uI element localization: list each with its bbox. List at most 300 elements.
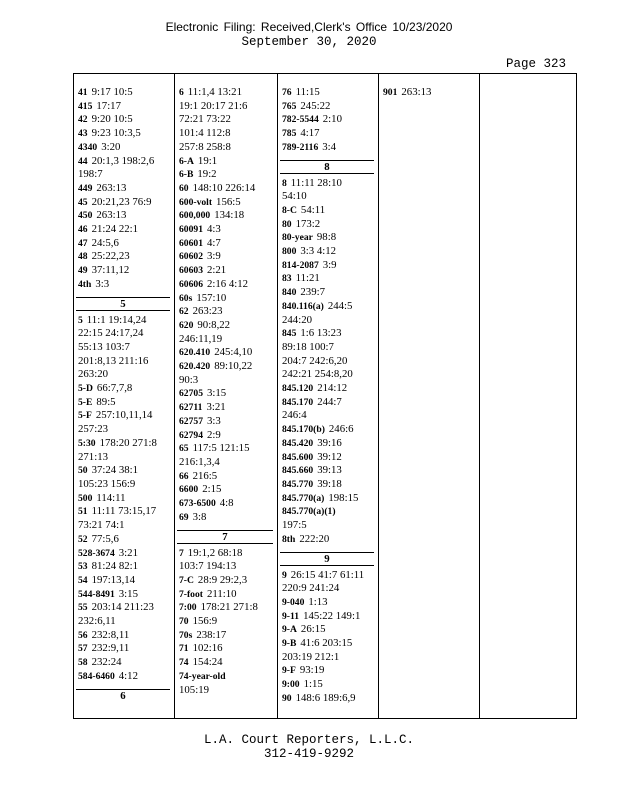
index-entry bbox=[179, 237, 277, 251]
section-header: 5 bbox=[76, 297, 170, 311]
index-term: 80 bbox=[282, 218, 292, 230]
section-header: 6 bbox=[76, 689, 170, 702]
hearing-date: September 30, 2020 bbox=[241, 35, 377, 49]
index-references: 242:21 254:8,20 bbox=[282, 368, 353, 381]
index-references: 9:17 10:5 bbox=[91, 86, 133, 98]
index-references: 203:14 211:23 bbox=[91, 601, 154, 614]
index-term: 845.770 bbox=[282, 478, 314, 490]
index-references: 89:10,22 bbox=[214, 360, 253, 373]
index-references: 3:20 bbox=[101, 140, 121, 153]
index-term: 584-6460 bbox=[78, 670, 115, 682]
index-term: 76 bbox=[282, 87, 292, 98]
index-entry bbox=[78, 86, 174, 100]
index-references: 245:4,10 bbox=[214, 346, 253, 359]
index-term: 6600 bbox=[179, 484, 199, 496]
index-term: 83 bbox=[282, 273, 292, 285]
index-references: 245:22 bbox=[300, 99, 331, 112]
index-term: 50 bbox=[78, 465, 88, 477]
index-entry bbox=[78, 250, 174, 264]
index-term: 69 bbox=[179, 511, 189, 523]
index-term: 7 bbox=[179, 547, 184, 559]
index-references: 21:24 22:1 bbox=[91, 223, 139, 236]
index-entry bbox=[282, 409, 378, 423]
index-entry bbox=[282, 478, 378, 492]
index-entry bbox=[78, 168, 174, 182]
index-term: 600,000 bbox=[179, 210, 211, 222]
index-entry bbox=[78, 629, 174, 643]
index-entry bbox=[179, 429, 277, 443]
index-entry bbox=[78, 264, 174, 278]
index-term: 5 bbox=[78, 314, 83, 326]
index-entry bbox=[78, 278, 174, 292]
index-references: 178:20 271:8 bbox=[99, 436, 157, 449]
index-references: 134:18 bbox=[214, 209, 245, 222]
index-entry bbox=[179, 292, 277, 306]
index-entry bbox=[282, 637, 378, 651]
index-term: 600-volt bbox=[179, 196, 213, 208]
index-term: 9 bbox=[282, 569, 287, 581]
index-term: 62 bbox=[179, 306, 189, 318]
index-entry bbox=[282, 190, 378, 204]
index-entry bbox=[78, 437, 174, 451]
index-term: 5-E bbox=[78, 396, 93, 408]
index-entry bbox=[282, 204, 378, 218]
index-entry bbox=[179, 470, 277, 484]
index-references: 73:21 74:1 bbox=[78, 519, 125, 532]
index-term: 7-foot bbox=[179, 588, 203, 600]
index-term: 62711 bbox=[179, 402, 203, 414]
index-references: 198:7 bbox=[78, 168, 103, 181]
index-term: 845.120 bbox=[282, 383, 314, 395]
index-entry bbox=[179, 209, 277, 223]
index-references: 246:4 bbox=[282, 409, 307, 422]
index-entry bbox=[282, 100, 378, 114]
index-references: 3:8 bbox=[192, 510, 207, 523]
index-entry bbox=[179, 401, 277, 415]
index-entry bbox=[282, 464, 378, 478]
index-references: 271:13 bbox=[78, 450, 108, 463]
index-term: 9-11 bbox=[282, 610, 300, 622]
index-table bbox=[73, 73, 577, 719]
index-references: 117:5 121:15 bbox=[192, 442, 250, 455]
index-entry bbox=[282, 610, 378, 624]
index-entry bbox=[282, 259, 378, 273]
index-term: 7:00 bbox=[179, 602, 197, 614]
index-references: 244:5 bbox=[327, 299, 353, 312]
index-entry bbox=[179, 415, 277, 429]
index-term: 53 bbox=[78, 561, 88, 573]
index-references: 24:5,6 bbox=[91, 236, 119, 249]
index-entry bbox=[282, 423, 378, 437]
index-references: 145:22 149:1 bbox=[303, 609, 361, 622]
index-term: 66 bbox=[179, 470, 189, 482]
index-term: 449 bbox=[78, 182, 93, 194]
index-entry bbox=[282, 492, 378, 506]
index-entry bbox=[282, 451, 378, 465]
index-references: 148:6 189:6,9 bbox=[295, 691, 356, 704]
index-term: 90 bbox=[282, 692, 292, 704]
index-entry bbox=[78, 409, 174, 423]
index-entry bbox=[179, 113, 277, 127]
index-references: 101:4 112:8 bbox=[179, 127, 231, 140]
index-entry bbox=[282, 623, 378, 637]
index-references: 28:9 29:2,3 bbox=[197, 573, 248, 586]
index-references: 20:21,23 76:9 bbox=[91, 195, 152, 208]
index-references: 244:7 bbox=[317, 395, 342, 408]
index-references: 2:9 bbox=[206, 428, 221, 441]
index-entry bbox=[179, 387, 277, 401]
index-entry bbox=[282, 86, 378, 100]
index-entry bbox=[78, 656, 174, 670]
index-term: 56 bbox=[78, 629, 88, 641]
index-entry bbox=[282, 314, 378, 328]
index-entry bbox=[282, 231, 378, 245]
index-term: 9-A bbox=[282, 624, 297, 636]
index-references: 26:15 bbox=[300, 623, 326, 636]
index-term: 51 bbox=[78, 506, 88, 518]
index-entry bbox=[282, 692, 378, 706]
index-references: 3:15 bbox=[206, 387, 227, 400]
index-entry bbox=[78, 560, 174, 574]
index-term: 48 bbox=[78, 251, 88, 263]
index-references: 26:15 41:7 61:11 bbox=[290, 568, 365, 581]
index-entry bbox=[78, 574, 174, 588]
index-entry bbox=[179, 223, 277, 237]
index-term: 9:00 bbox=[282, 679, 300, 691]
index-references: 11:21 bbox=[295, 272, 320, 285]
index-references: 232:8,11 bbox=[91, 628, 130, 641]
index-entry bbox=[179, 670, 277, 684]
index-entry bbox=[78, 492, 174, 506]
index-references: 19:2 bbox=[197, 168, 217, 181]
index-term: 70 bbox=[179, 616, 189, 628]
index-entry bbox=[179, 497, 277, 511]
index-term: 54 bbox=[78, 574, 88, 586]
index-term: 5:30 bbox=[78, 437, 96, 449]
index-entry bbox=[179, 182, 277, 196]
index-references: 3:9 bbox=[206, 250, 221, 263]
index-term: 47 bbox=[78, 237, 88, 249]
index-references: 204:7 242:6,20 bbox=[282, 354, 348, 367]
index-references: 232:6,11 bbox=[78, 615, 116, 628]
index-entry bbox=[78, 155, 174, 169]
index-entry bbox=[78, 382, 174, 396]
index-entry bbox=[282, 533, 378, 547]
index-entry bbox=[179, 196, 277, 210]
index-entry bbox=[78, 182, 174, 196]
index-term: 765 bbox=[282, 100, 297, 112]
index-entry bbox=[78, 223, 174, 237]
index-entry bbox=[78, 113, 174, 127]
index-term: 782-5544 bbox=[282, 114, 319, 126]
index-references: 37:11,12 bbox=[91, 264, 130, 277]
index-entry bbox=[78, 519, 174, 533]
index-term: 901 bbox=[383, 87, 398, 98]
index-entry bbox=[179, 86, 277, 100]
index-term: 8-C bbox=[282, 204, 297, 216]
index-term: 528-3674 bbox=[78, 547, 115, 559]
index-references: 203:19 212:1 bbox=[282, 650, 340, 663]
index-term: 5-F bbox=[78, 410, 92, 422]
index-term: 52 bbox=[78, 533, 88, 545]
index-term: 44 bbox=[78, 155, 88, 167]
index-term: 785 bbox=[282, 128, 297, 140]
index-references: 4:8 bbox=[219, 497, 234, 510]
index-term: 9-B bbox=[282, 638, 297, 650]
index-references: 89:18 100:7 bbox=[282, 340, 334, 353]
index-references: 4:17 bbox=[300, 127, 320, 140]
index-entry bbox=[282, 505, 378, 519]
index-references: 3:3 bbox=[95, 277, 110, 290]
index-entry bbox=[282, 218, 378, 232]
index-term: 71 bbox=[179, 643, 189, 655]
index-term: 60 bbox=[179, 182, 189, 194]
index-entry bbox=[78, 478, 174, 492]
index-entry bbox=[78, 327, 174, 341]
index-references: 89:5 bbox=[96, 395, 116, 408]
index-term: 840 bbox=[282, 287, 297, 299]
index-term: 6 bbox=[179, 87, 184, 98]
index-term: 500 bbox=[78, 492, 93, 504]
index-references: 244:20 bbox=[282, 313, 312, 326]
index-entry bbox=[78, 341, 174, 355]
index-references: 197:5 bbox=[282, 519, 307, 532]
index-references: 1:13 bbox=[308, 595, 328, 608]
index-references: 25:22,23 bbox=[91, 250, 130, 263]
index-term: 60601 bbox=[179, 237, 203, 249]
index-entry bbox=[78, 615, 174, 629]
index-references: 72:21 73:22 bbox=[179, 113, 231, 126]
index-entry bbox=[282, 382, 378, 396]
index-term: 845.170 bbox=[282, 396, 314, 408]
index-column-2 bbox=[175, 74, 278, 718]
index-entry bbox=[179, 642, 277, 656]
index-entry bbox=[78, 355, 174, 369]
index-entry bbox=[179, 127, 277, 141]
index-entry bbox=[179, 511, 277, 525]
index-column-5 bbox=[480, 74, 576, 718]
index-term: 845.770(a)(1) bbox=[282, 506, 336, 518]
index-entry bbox=[179, 547, 277, 561]
index-entry bbox=[179, 456, 277, 470]
index-entry bbox=[179, 278, 277, 292]
index-term: 65 bbox=[179, 443, 189, 455]
index-references: 3:21 bbox=[206, 401, 226, 414]
index-references: 201:8,13 211:16 bbox=[78, 354, 149, 367]
index-references: 93:19 bbox=[299, 664, 325, 677]
index-references: 156:9 bbox=[192, 615, 218, 628]
index-entry bbox=[282, 519, 378, 533]
index-references: 157:10 bbox=[196, 291, 227, 304]
index-entry bbox=[78, 588, 174, 602]
index-entry bbox=[179, 100, 277, 114]
footer-phone: 312-419-9292 bbox=[263, 747, 354, 761]
index-references: 9:20 10:5 bbox=[91, 113, 133, 126]
index-references: 22:15 24:17,24 bbox=[78, 327, 144, 340]
index-entry bbox=[78, 505, 174, 519]
index-references: 114:11 bbox=[96, 491, 126, 504]
index-references: 66:7,7,8 bbox=[96, 382, 133, 395]
index-term: 60603 bbox=[179, 265, 203, 277]
index-entry bbox=[282, 437, 378, 451]
index-entry bbox=[179, 442, 277, 456]
index-entry bbox=[282, 596, 378, 610]
index-term: 41 bbox=[78, 87, 88, 98]
index-references: 54:11 bbox=[300, 203, 326, 216]
index-term: 4th bbox=[78, 278, 92, 290]
index-entry bbox=[179, 588, 277, 602]
index-term: 62794 bbox=[179, 429, 203, 441]
index-references: 232:9,11 bbox=[91, 642, 130, 655]
index-term: 70s bbox=[179, 629, 193, 641]
index-entry bbox=[282, 113, 378, 127]
index-term: 8 bbox=[282, 177, 287, 189]
index-entry bbox=[179, 483, 277, 497]
index-references: 216:5 bbox=[192, 469, 218, 482]
index-references: 37:24 38:1 bbox=[91, 464, 139, 477]
index-entry bbox=[78, 464, 174, 478]
index-term: 673-6500 bbox=[179, 498, 216, 510]
index-entry bbox=[282, 300, 378, 314]
index-term: 840.116(a) bbox=[282, 300, 324, 312]
section-header: 8 bbox=[280, 160, 374, 174]
index-entry bbox=[179, 601, 277, 615]
index-entry bbox=[282, 396, 378, 410]
index-term: 60s bbox=[179, 292, 193, 304]
index-entry bbox=[78, 314, 174, 328]
index-references: 39:13 bbox=[317, 464, 342, 477]
index-entry bbox=[78, 547, 174, 561]
index-entry bbox=[282, 355, 378, 369]
index-references: 3:3 4:12 bbox=[300, 245, 337, 258]
index-references: 105:19 bbox=[179, 683, 209, 696]
index-references: 105:23 156:9 bbox=[78, 477, 136, 490]
index-term: 845.660 bbox=[282, 465, 314, 477]
index-entry bbox=[179, 250, 277, 264]
index-references: 20:1,3 198:2,6 bbox=[91, 154, 155, 167]
index-references: 220:9 241:24 bbox=[282, 582, 340, 595]
index-references: 3:4 bbox=[322, 140, 337, 153]
index-column-1 bbox=[74, 74, 175, 718]
index-term: 74 bbox=[179, 657, 189, 669]
index-entry bbox=[78, 209, 174, 223]
index-entry bbox=[78, 196, 174, 210]
index-entry bbox=[78, 368, 174, 382]
index-entry bbox=[179, 574, 277, 588]
index-references: 246:6 bbox=[328, 423, 354, 436]
index-term: 5-D bbox=[78, 383, 93, 395]
index-term: 62757 bbox=[179, 415, 203, 427]
index-entry bbox=[179, 305, 277, 319]
index-term: 544-8491 bbox=[78, 588, 115, 600]
page-number: Page 323 bbox=[506, 57, 567, 71]
index-references: 263:13 bbox=[96, 181, 127, 194]
index-references: 148:10 226:14 bbox=[192, 181, 256, 194]
index-entry bbox=[282, 177, 378, 191]
index-entry bbox=[282, 272, 378, 286]
index-references: 257:8 258:8 bbox=[179, 140, 231, 153]
index-references: 41:6 203:15 bbox=[300, 637, 353, 650]
index-references: 216:1,3,4 bbox=[179, 455, 220, 468]
index-term: 845.600 bbox=[282, 451, 314, 463]
index-entry bbox=[282, 569, 378, 583]
index-references: 90:8,22 bbox=[197, 318, 231, 331]
index-term: 57 bbox=[78, 643, 88, 655]
index-references: 81:24 82:1 bbox=[91, 560, 139, 573]
index-term: 43 bbox=[78, 128, 88, 140]
index-references: 257:10,11,14 bbox=[95, 409, 153, 422]
index-term: 845.170(b) bbox=[282, 424, 325, 436]
index-term: 42 bbox=[78, 114, 88, 126]
index-references: 11:1 19:14,24 bbox=[86, 313, 147, 326]
section-header: 9 bbox=[280, 552, 374, 566]
index-references: 2:21 bbox=[206, 264, 227, 277]
index-entry bbox=[78, 451, 174, 465]
index-references: 232:24 bbox=[91, 656, 122, 669]
index-references: 4:7 bbox=[206, 236, 221, 249]
index-entry bbox=[78, 396, 174, 410]
index-references: 11:11 28:10 bbox=[290, 176, 342, 189]
index-references: 39:18 bbox=[317, 477, 342, 490]
index-references: 156:5 bbox=[216, 195, 241, 208]
index-references: 263:20 bbox=[78, 368, 108, 381]
index-references: 11:11 73:15,17 bbox=[91, 505, 157, 518]
index-entry bbox=[78, 642, 174, 656]
index-entry bbox=[179, 615, 277, 629]
index-references: 77:5,6 bbox=[91, 532, 119, 545]
index-column-3 bbox=[278, 74, 379, 718]
index-term: 620 bbox=[179, 319, 194, 331]
index-references: 154:24 bbox=[192, 656, 223, 669]
index-references: 197:13,14 bbox=[91, 573, 136, 586]
index-entry bbox=[179, 264, 277, 278]
index-references: 173:2 bbox=[295, 217, 321, 230]
index-references: 3:15 bbox=[118, 587, 138, 600]
index-term: 60091 bbox=[179, 224, 203, 236]
index-references: 263:13 bbox=[401, 86, 432, 98]
index-entry bbox=[179, 656, 277, 670]
index-references: 3:21 bbox=[118, 546, 138, 559]
index-entry bbox=[179, 155, 277, 169]
index-term: 9-F bbox=[282, 665, 296, 677]
index-entry bbox=[179, 560, 277, 574]
index-entry bbox=[179, 684, 277, 698]
index-term: 814-2087 bbox=[282, 259, 319, 271]
index-entry bbox=[282, 651, 378, 665]
index-references: 2:10 bbox=[322, 113, 342, 126]
index-entry bbox=[282, 368, 378, 382]
index-entry bbox=[282, 327, 378, 341]
index-term: 8th bbox=[282, 533, 296, 545]
index-references: 98:8 bbox=[316, 231, 337, 244]
index-term: 4340 bbox=[78, 141, 98, 153]
index-entry bbox=[179, 629, 277, 643]
index-references: 2:16 4:12 bbox=[206, 277, 249, 290]
index-term: 45 bbox=[78, 196, 88, 208]
index-entry bbox=[282, 582, 378, 596]
index-references: 1:6 13:23 bbox=[300, 327, 342, 340]
index-references: 263:13 bbox=[96, 209, 127, 222]
index-references: 17:17 bbox=[96, 99, 121, 112]
index-term: 845.420 bbox=[282, 437, 314, 449]
index-references: 39:12 bbox=[317, 450, 342, 463]
index-references: 198:15 bbox=[328, 491, 359, 504]
index-term: 800 bbox=[282, 246, 297, 258]
index-references: 2:15 bbox=[202, 483, 222, 496]
index-entry bbox=[383, 86, 479, 100]
filing-stamp-line: Electronic Filing: Received,Clerk's Office 10/23/2020 bbox=[165, 20, 453, 34]
index-references: 55:13 103:7 bbox=[78, 340, 130, 353]
